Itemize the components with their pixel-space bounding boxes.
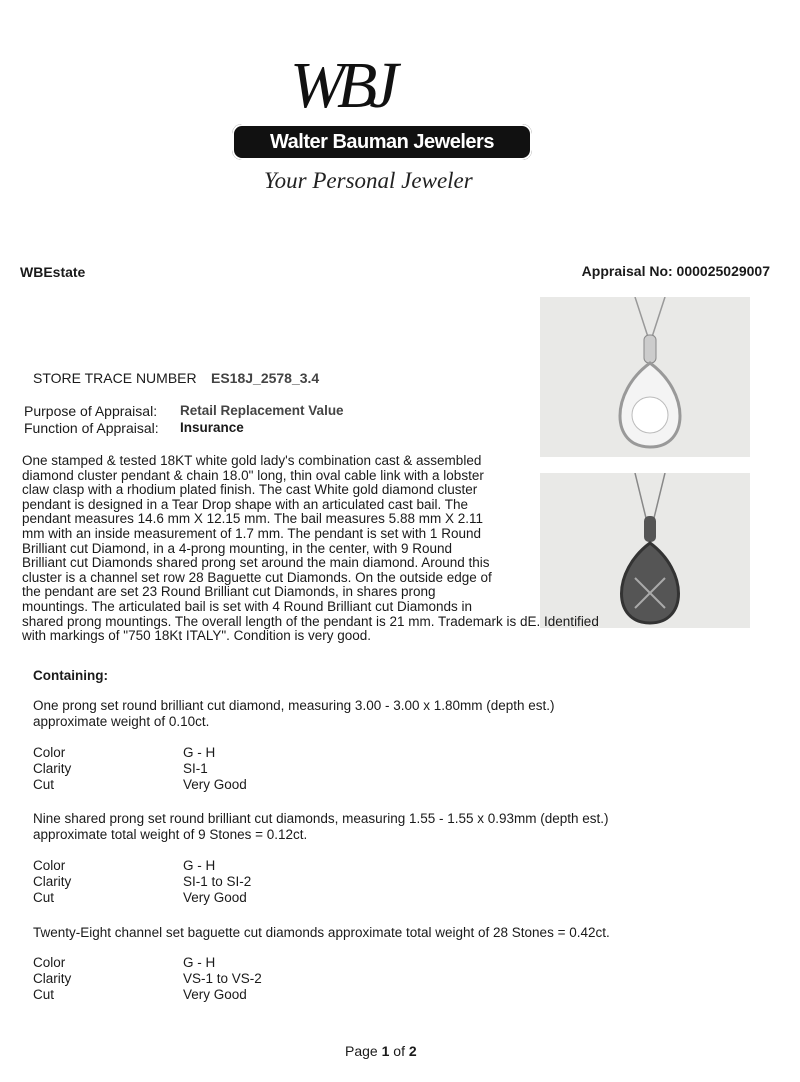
grade-value: G - H [183, 955, 216, 970]
page-number: 1 [381, 1043, 390, 1059]
stone-3-cut [33, 987, 247, 1002]
grade-value: G - H [183, 858, 216, 873]
grade-label: Color [33, 955, 66, 970]
grade-label: Clarity [33, 874, 72, 889]
grade-label: Clarity [33, 971, 72, 986]
description-line: shared prong mountings. The overall length of the pendant is 21 mm. Trademark is dE. Identified [22, 613, 599, 629]
function-label: Function of Appraisal: [24, 420, 159, 436]
grade-value: SI-1 [183, 761, 208, 776]
stone-line: One prong set round brilliant cut diamond, measuring 3.00 - 3.00 x 1.80mm (depth est.) [33, 698, 555, 713]
stone-1-clarity [33, 761, 208, 776]
stone-line: Nine shared prong set round brilliant cut diamonds, measuring 1.55 - 1.55 x 0.93mm (depth est.) [33, 811, 609, 826]
description-line: pendant measures 14.6 mm X 12.15 mm. The bail measures 5.88 mm X 2.11 [22, 511, 483, 527]
estate-label: WBEstate [20, 264, 86, 280]
grade-value: VS-1 to VS-2 [183, 971, 262, 986]
grade-label: Cut [33, 890, 55, 905]
page-indicator [345, 1043, 417, 1059]
stone-2-description [33, 811, 609, 842]
store-trace-label: STORE TRACE NUMBER [33, 370, 197, 386]
stone-2-cut [33, 890, 247, 905]
company-tagline: Your Personal Jeweler [264, 168, 473, 193]
stone-3-clarity [33, 971, 262, 986]
grade-value: SI-1 to SI-2 [183, 874, 252, 889]
pendant-front-illustration [540, 297, 750, 457]
purpose-label: Purpose of Appraisal: [24, 403, 158, 419]
grade-value: Very Good [183, 890, 247, 905]
grade-label: Cut [33, 987, 55, 1002]
description-line: pendant is designed in a Tear Drop shape with an articulated cast bail. The [22, 496, 469, 512]
company-monogram-logo: WBJ [290, 49, 391, 122]
stone-2-color [33, 858, 216, 873]
stone-line: approximate weight of 0.10ct. [33, 713, 210, 729]
purpose-value: Retail Replacement Value [180, 403, 344, 418]
grade-value: G - H [183, 745, 216, 760]
stone-1-color [33, 745, 216, 760]
page-prefix: Page [345, 1043, 378, 1059]
description-line: claw clasp with a rhodium plated finish. The cast White gold diamond cluster [22, 482, 478, 498]
description-line: mountings. The articulated bail is set with 4 Round Brilliant cut Diamonds in [22, 598, 472, 614]
grade-value: Very Good [183, 987, 247, 1002]
stone-3-description [33, 925, 610, 940]
description-line: the pendant are set 23 Round Brilliant cut Diamonds, in shares prong [22, 584, 436, 600]
description-line: cluster is a channel set row 28 Baguette cut Diamonds. On the outside edge of [22, 569, 492, 585]
description-line: with markings of "750 18Kt ITALY". Condition is very good. [22, 628, 372, 644]
containing-heading: Containing: [33, 668, 108, 683]
page-of: of [393, 1043, 405, 1059]
description-line: Brilliant cut Diamonds shared prong set around the main diamond. Around this [22, 555, 490, 571]
stone-2-clarity [33, 874, 252, 889]
item-description [22, 454, 599, 644]
grade-label: Color [33, 745, 66, 760]
stone-3-color [33, 955, 216, 970]
grade-value: Very Good [183, 777, 247, 792]
stone-line: Twenty-Eight channel set baguette cut diamonds approximate total weight of 28 Stones = 0.42ct. [33, 925, 610, 940]
description-line: mm with an inside measurement of 1.7 mm. The pendant is set with 1 Round [22, 525, 481, 541]
pendant-front-photo [540, 297, 750, 457]
grade-label: Cut [33, 777, 55, 792]
appraisal-number: Appraisal No: 000025029007 [581, 263, 770, 279]
stone-1-cut [33, 777, 247, 792]
company-name-banner: Walter Bauman Jewelers [232, 124, 532, 160]
description-line: One stamped & tested 18KT white gold lady's combination cast & assembled [22, 453, 482, 468]
function-value: Insurance [180, 420, 244, 435]
grade-label: Clarity [33, 761, 72, 776]
description-line: Brilliant cut Diamond, in a 4-prong mounting, in the center, with 9 Round [22, 540, 452, 556]
stone-1-description [33, 698, 555, 729]
grade-label: Color [33, 858, 66, 873]
page-total: 2 [408, 1043, 417, 1059]
description-line: diamond cluster pendant & chain 18.0" long, thin oval cable link with a lobster [22, 467, 484, 483]
store-trace-value: ES18J_2578_3.4 [211, 370, 320, 386]
stone-line: approximate total weight of 9 Stones = 0.12ct. [33, 826, 308, 842]
